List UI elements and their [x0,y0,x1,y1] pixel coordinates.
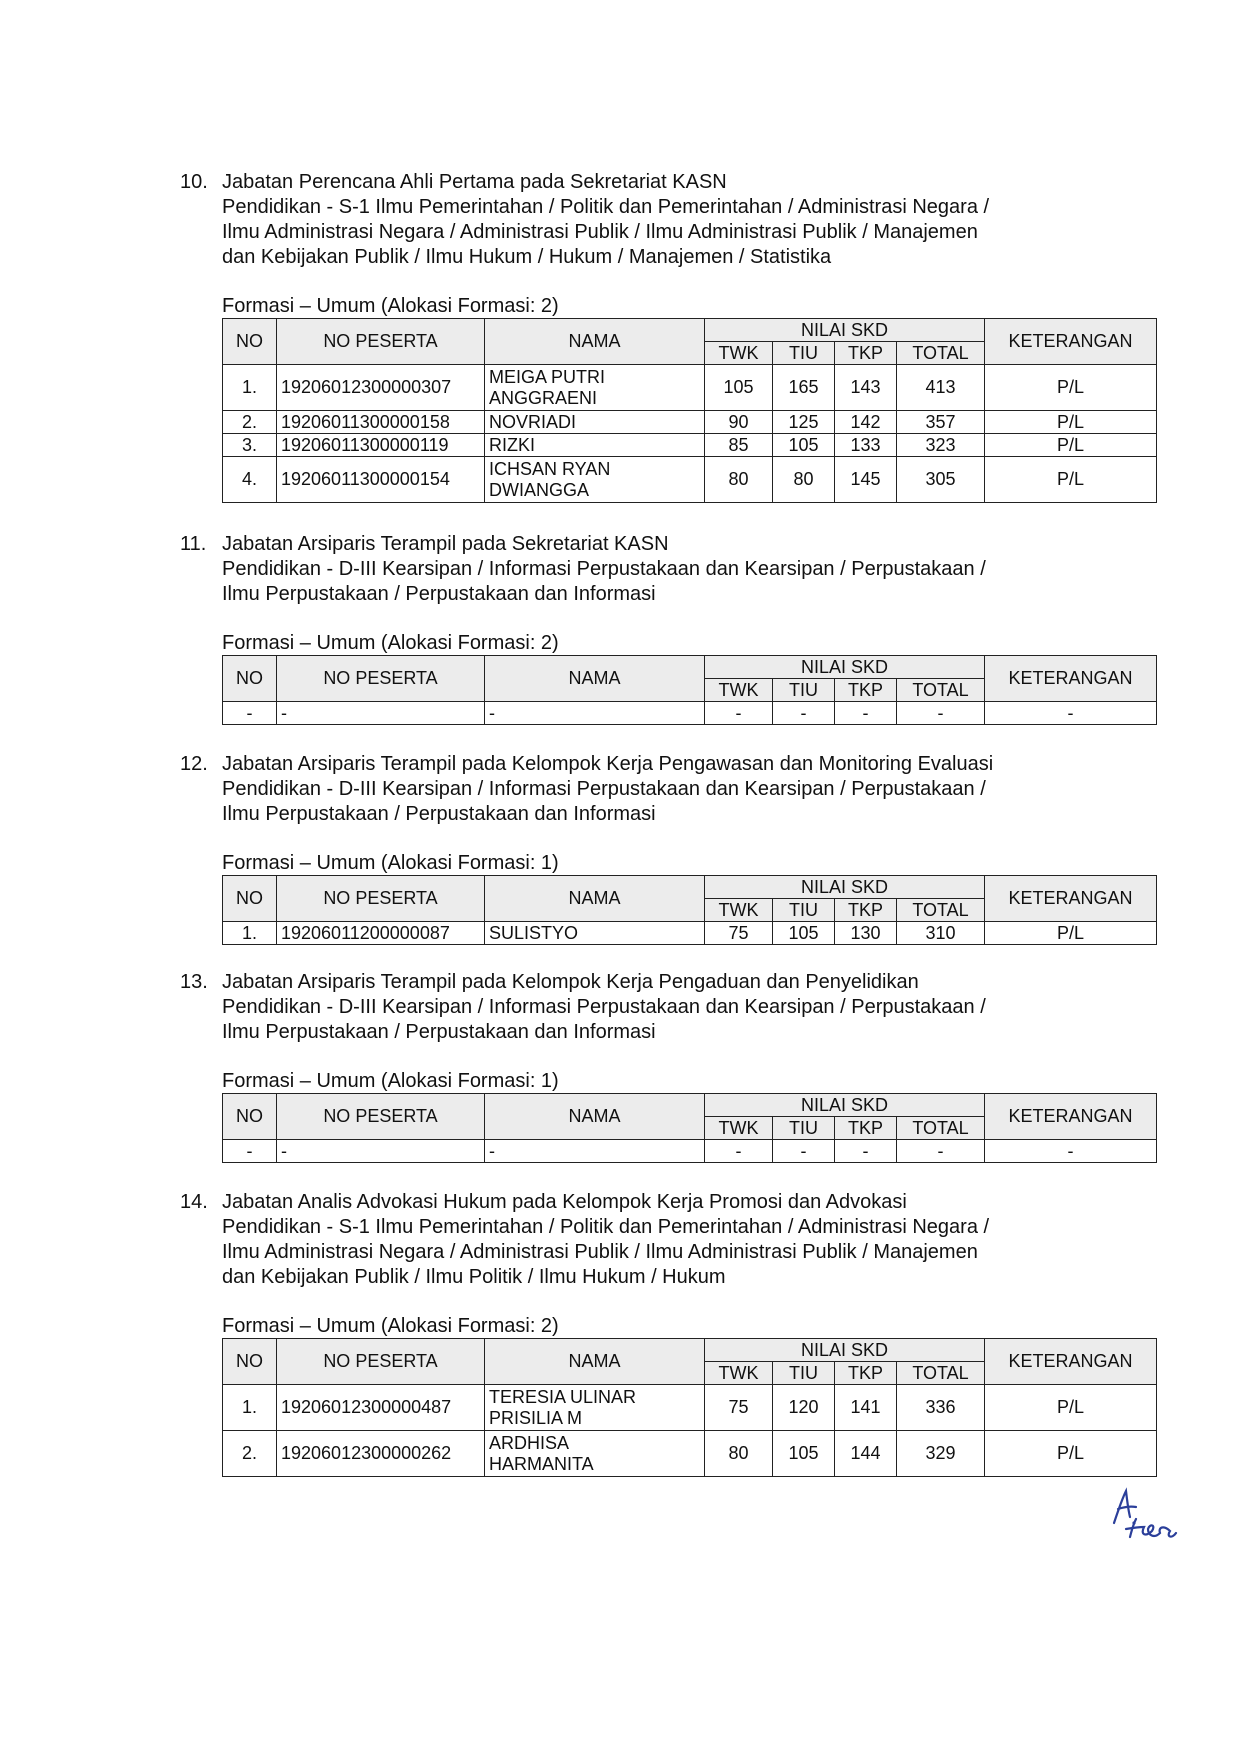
cell-nama [485,1140,705,1163]
col-twk: TWK [705,1117,773,1140]
formasi-label: Formasi – Umum (Alokasi Formasi: 2) [222,1315,559,1337]
col-no: NO [223,656,277,702]
results-table [222,655,1157,725]
education-requirements [222,995,1082,1045]
cell-tiu: 105 [773,434,835,457]
cell-nama [485,457,705,503]
cell-tkp: 144 [835,1431,897,1477]
cell-peserta: 19206011300000158 [277,411,485,434]
col-nama: NAMA [485,876,705,922]
education-line: Ilmu Perpustakaan / Perpustakaan dan Informasi [222,803,656,825]
education-line: Ilmu Perpustakaan / Perpustakaan dan Informasi [222,583,656,605]
cell-keterangan: P/L [985,457,1157,503]
cell-tiu: 105 [773,1431,835,1477]
table-row [223,434,1157,457]
education-requirements [222,557,1082,607]
cell-total: 310 [897,922,985,945]
col-tkp: TKP [835,899,897,922]
cell-total: 413 [897,365,985,411]
table-row [223,365,1157,411]
col-nilai-skd: NILAI SKD [705,656,985,679]
cell-total: 329 [897,1431,985,1477]
col-twk: TWK [705,899,773,922]
cell-total: - [897,1140,985,1163]
cell-tiu: - [773,702,835,725]
col-nilai-skd: NILAI SKD [705,876,985,899]
handwritten-initials [1100,1485,1180,1545]
col-tkp: TKP [835,342,897,365]
table-row [223,457,1157,503]
cell-keterangan: P/L [985,434,1157,457]
col-nilai-skd: NILAI SKD [705,319,985,342]
cell-peserta: 19206012300000487 [277,1385,485,1431]
cell-peserta: 19206012300000307 [277,365,485,411]
name-line: SULISTYO [489,922,579,943]
name-line: TERESIA ULINAR [489,1386,637,1407]
cell-no: 1. [223,922,277,945]
formasi-label: Formasi – Umum (Alokasi Formasi: 1) [222,852,559,874]
cell-tiu: - [773,1140,835,1163]
cell-tkp: 145 [835,457,897,503]
cell-no: 2. [223,411,277,434]
cell-nama [485,702,705,725]
education-line: Ilmu Administrasi Negara / Administrasi Publik / Ilmu Administrasi Publik / Manajemen [222,221,978,243]
col-tiu: TIU [773,342,835,365]
cell-keterangan: P/L [985,411,1157,434]
cell-twk: 90 [705,411,773,434]
section-number: 14. [180,1191,208,1213]
section-title: Jabatan Arsiparis Terampil pada Sekretariat KASN [222,533,669,555]
cell-peserta: 19206011300000154 [277,457,485,503]
cell-total: - [897,702,985,725]
education-requirements [222,777,1082,827]
name-line: PRISILIA M [489,1407,583,1428]
cell-no: 1. [223,365,277,411]
col-tiu: TIU [773,679,835,702]
cell-tkp: - [835,1140,897,1163]
formasi-label: Formasi – Umum (Alokasi Formasi: 1) [222,1070,559,1092]
name-line: - [489,1140,495,1161]
name-line: HARMANITA [489,1453,594,1474]
col-tkp: TKP [835,1362,897,1385]
cell-twk: - [705,1140,773,1163]
results-table [222,318,1157,503]
section-number: 11. [180,533,207,555]
cell-twk: - [705,702,773,725]
cell-no: - [223,702,277,725]
col-no-peserta: NO PESERTA [277,319,485,365]
col-nama: NAMA [485,1094,705,1140]
education-line: dan Kebijakan Publik / Ilmu Politik / Ilmu Hukum / Hukum [222,1266,726,1288]
name-line: - [489,702,495,723]
education-line: dan Kebijakan Publik / Ilmu Hukum / Hukum / Manajemen / Statistika [222,246,832,268]
education-line: Pendidikan - D-III Kearsipan / Informasi Perpustakaan dan Kearsipan / Perpustakaan / [222,996,986,1018]
col-total: TOTAL [897,679,985,702]
cell-keterangan: P/L [985,1385,1157,1431]
cell-total: 305 [897,457,985,503]
cell-tiu: 80 [773,457,835,503]
name-line: DWIANGGA [489,479,590,500]
name-line: ICHSAN RYAN [489,458,611,479]
table-row [223,702,1157,725]
col-no: NO [223,1094,277,1140]
cell-twk: 105 [705,365,773,411]
cell-keterangan: P/L [985,922,1157,945]
cell-twk: 80 [705,1431,773,1477]
col-keterangan: KETERANGAN [985,656,1157,702]
cell-twk: 75 [705,922,773,945]
section-title: Jabatan Analis Advokasi Hukum pada Kelompok Kerja Promosi dan Advokasi [222,1191,907,1213]
table-row [223,922,1157,945]
cell-keterangan: P/L [985,1431,1157,1477]
cell-total: 357 [897,411,985,434]
cell-tiu: 125 [773,411,835,434]
col-nilai-skd: NILAI SKD [705,1339,985,1362]
cell-peserta: - [277,1140,485,1163]
name-line: ARDHISA [489,1432,570,1453]
section-title: Jabatan Arsiparis Terampil pada Kelompok Kerja Pengawasan dan Monitoring Evaluasi [222,753,994,775]
education-requirements [222,195,1082,270]
section-title: Jabatan Perencana Ahli Pertama pada Sekretariat KASN [222,171,727,193]
cell-peserta: - [277,702,485,725]
education-line: Pendidikan - S-1 Ilmu Pemerintahan / Politik dan Pemerintahan / Administrasi Negara / [222,196,990,218]
col-no-peserta: NO PESERTA [277,1339,485,1385]
cell-twk: 80 [705,457,773,503]
cell-nama [485,434,705,457]
education-line: Ilmu Perpustakaan / Perpustakaan dan Informasi [222,1021,656,1043]
cell-tiu: 105 [773,922,835,945]
col-no: NO [223,876,277,922]
name-line: RIZKI [489,434,536,455]
cell-tkp: 143 [835,365,897,411]
cell-nama [485,365,705,411]
cell-no: 3. [223,434,277,457]
cell-total: 323 [897,434,985,457]
cell-peserta: 19206012300000262 [277,1431,485,1477]
cell-keterangan: P/L [985,365,1157,411]
col-no-peserta: NO PESERTA [277,656,485,702]
table-row [223,1385,1157,1431]
section-number: 13. [180,971,208,993]
cell-no: 4. [223,457,277,503]
cell-tiu: 165 [773,365,835,411]
cell-total: 336 [897,1385,985,1431]
name-line: ANGGRAENI [489,387,598,408]
cell-peserta: 19206011300000119 [277,434,485,457]
name-line: NOVRIADI [489,411,577,432]
education-line: Ilmu Administrasi Negara / Administrasi Publik / Ilmu Administrasi Publik / Manajemen [222,1241,978,1263]
cell-nama [485,1385,705,1431]
table-row [223,1140,1157,1163]
cell-no: 1. [223,1385,277,1431]
col-twk: TWK [705,342,773,365]
col-total: TOTAL [897,899,985,922]
formasi-label: Formasi – Umum (Alokasi Formasi: 2) [222,295,559,317]
col-keterangan: KETERANGAN [985,1094,1157,1140]
col-no-peserta: NO PESERTA [277,876,485,922]
col-tkp: TKP [835,1117,897,1140]
col-no: NO [223,1339,277,1385]
col-tiu: TIU [773,1117,835,1140]
section-number: 12. [180,753,208,775]
col-tkp: TKP [835,679,897,702]
col-total: TOTAL [897,1362,985,1385]
col-twk: TWK [705,679,773,702]
education-line: Pendidikan - S-1 Ilmu Pemerintahan / Politik dan Pemerintahan / Administrasi Negara / [222,1216,990,1238]
name-line: MEIGA PUTRI [489,366,606,387]
cell-no: 2. [223,1431,277,1477]
col-keterangan: KETERANGAN [985,876,1157,922]
results-table [222,1338,1157,1477]
col-twk: TWK [705,1362,773,1385]
education-requirements [222,1215,1082,1290]
col-total: TOTAL [897,342,985,365]
col-tiu: TIU [773,1362,835,1385]
cell-twk: 85 [705,434,773,457]
cell-no: - [223,1140,277,1163]
col-nilai-skd: NILAI SKD [705,1094,985,1117]
section-title: Jabatan Arsiparis Terampil pada Kelompok Kerja Pengaduan dan Penyelidikan [222,971,919,993]
results-table [222,1093,1157,1163]
col-no: NO [223,319,277,365]
col-keterangan: KETERANGAN [985,1339,1157,1385]
col-tiu: TIU [773,899,835,922]
col-nama: NAMA [485,1339,705,1385]
table-row [223,411,1157,434]
cell-tkp: 133 [835,434,897,457]
cell-nama [485,411,705,434]
cell-nama [485,1431,705,1477]
cell-tkp: 142 [835,411,897,434]
education-line: Pendidikan - D-III Kearsipan / Informasi Perpustakaan dan Kearsipan / Perpustakaan / [222,558,986,580]
cell-tkp: - [835,702,897,725]
formasi-label: Formasi – Umum (Alokasi Formasi: 2) [222,632,559,654]
results-table [222,875,1157,945]
cell-tiu: 120 [773,1385,835,1431]
cell-peserta: 19206011200000087 [277,922,485,945]
col-no-peserta: NO PESERTA [277,1094,485,1140]
cell-tkp: 141 [835,1385,897,1431]
col-total: TOTAL [897,1117,985,1140]
cell-nama [485,922,705,945]
col-nama: NAMA [485,319,705,365]
cell-twk: 75 [705,1385,773,1431]
section-number: 10. [180,171,208,193]
cell-keterangan: - [985,702,1157,725]
table-row [223,1431,1157,1477]
cell-tkp: 130 [835,922,897,945]
cell-keterangan: - [985,1140,1157,1163]
col-keterangan: KETERANGAN [985,319,1157,365]
col-nama: NAMA [485,656,705,702]
education-line: Pendidikan - D-III Kearsipan / Informasi Perpustakaan dan Kearsipan / Perpustakaan / [222,778,986,800]
